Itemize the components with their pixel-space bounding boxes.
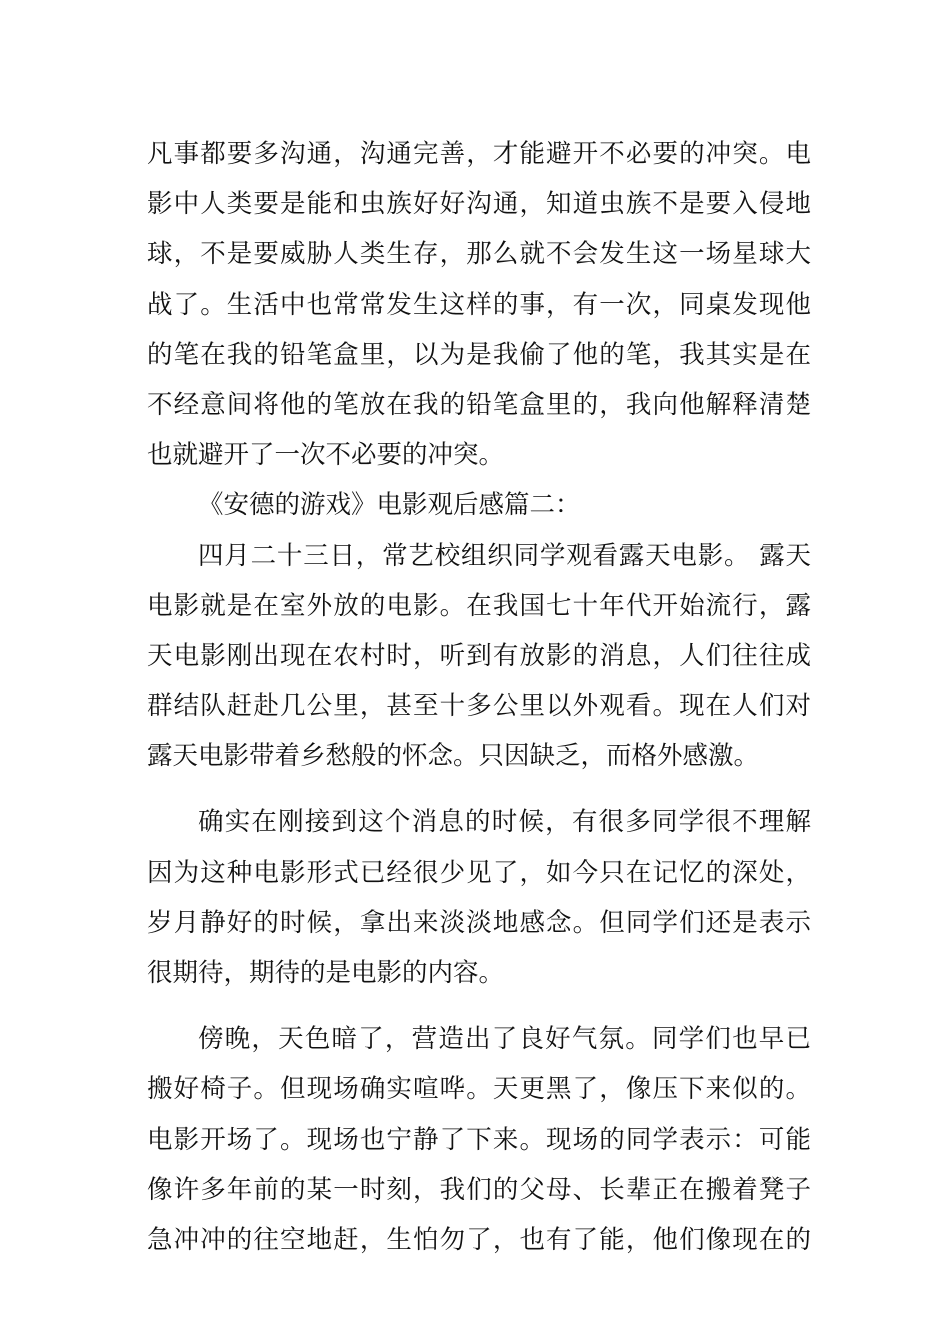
text-line: 影中人类要是能和虫族好好沟通，知道虫族不是要入侵地 (147, 189, 811, 220)
text-line: 因为这种电影形式已经很少见了，如今只在记忆的深处， (147, 857, 811, 888)
paragraph-gap (147, 781, 811, 797)
paragraph-evening (147, 1014, 811, 1265)
text-line: 很期待，期待的是电影的内容。 (147, 958, 505, 988)
text-line: 电影就是在室外放的电影。在我国七十年代开始流行，露 (147, 590, 811, 621)
text-line: 像许多年前的某一时刻，我们的父母、长辈正在搬着凳子 (147, 1174, 811, 1205)
text-line: 凡事都要多沟通，沟通完善，才能避开不必要的冲突。电 (147, 139, 811, 169)
paragraph-communication (147, 129, 811, 480)
paragraph-gap (147, 998, 811, 1014)
text-line: 急冲冲的往空地赶，生怕勿了，也有了能，他们像现在的 (147, 1224, 811, 1255)
text-line: 傍晚，天色暗了，营造出了良好气氛。同学们也早已 (198, 1024, 811, 1055)
paragraph-expectation (147, 797, 811, 998)
text-line: 搬好椅子。但现场确实喧哗。天更黑了，像压下来似的。 (147, 1074, 811, 1105)
text-line: 确实在刚接到这个消息的时候，有很多同学很不理解 (198, 807, 811, 838)
text-line: 球，不是要威胁人类生存，那么就不会发生这一场星球大 (147, 239, 811, 270)
text-line: 不经意间将他的笔放在我的铅笔盒里的，我向他解释清楚 (147, 389, 811, 420)
text-line: 群结队赶赴几公里，甚至十多公里以外观看。现在人们对 (147, 691, 811, 722)
text-line: 天电影刚出现在农村时，听到有放影的消息，人们往往成 (147, 640, 811, 671)
text-line: 岁月静好的时候，拿出来淡淡地感念。但同学们还是表示 (147, 907, 811, 938)
text-line: 四月二十三日，常艺校组织同学观看露天电影。 露天 (198, 540, 811, 571)
text-line: 战了。生活中也常常发生这样的事，有一次，同桌发现他 (147, 289, 811, 320)
section-heading: 《安德的游戏》电影观后感篇二： (198, 490, 581, 521)
document-body (147, 129, 811, 1265)
paragraph-outdoor-movie (147, 531, 811, 782)
section-heading-block (147, 480, 811, 530)
text-line: 露天电影带着乡愁般的怀念。只因缺乏，而格外感激。 (147, 741, 760, 772)
text-line: 也就避开了一次不必要的冲突。 (147, 440, 505, 471)
text-line: 的笔在我的铅笔盒里，以为是我偷了他的笔，我其实是在 (147, 339, 811, 370)
text-line: 电影开场了。现场也宁静了下来。现场的同学表示：可能 (147, 1124, 811, 1155)
